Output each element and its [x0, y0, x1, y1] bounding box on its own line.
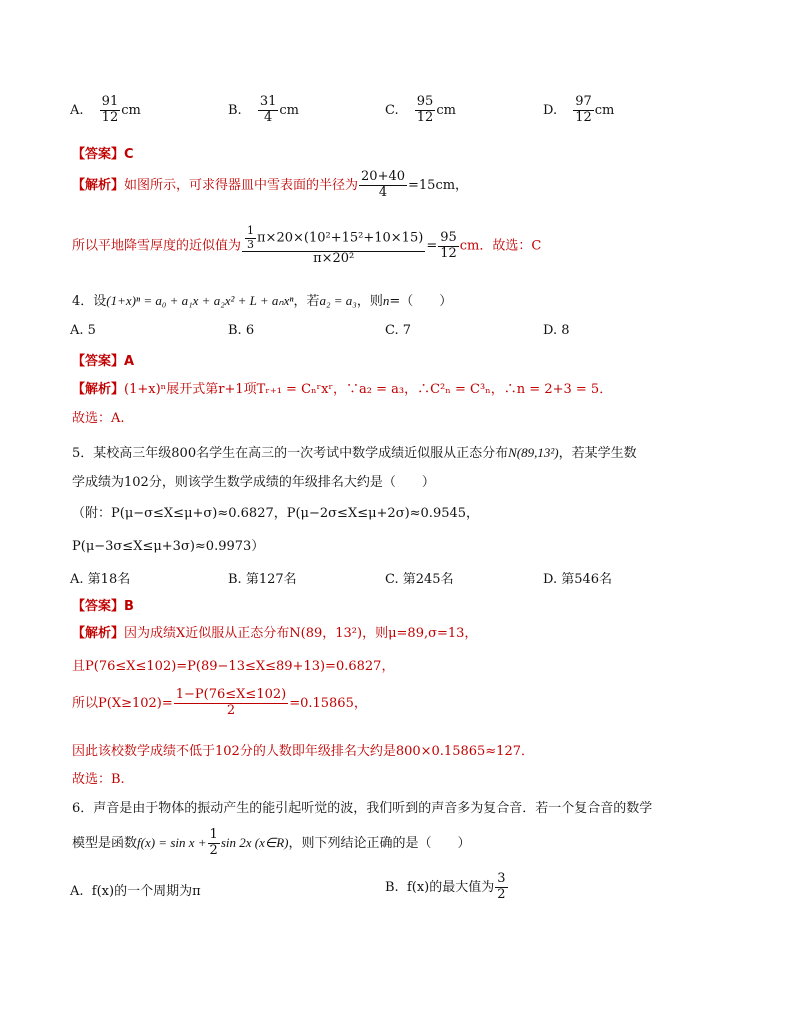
fraction-numerator: 3 [497, 871, 506, 886]
option-label: B. [228, 102, 242, 118]
option-label: A. [70, 572, 84, 587]
fraction-denominator: 2 [497, 886, 506, 902]
option-label: A. [70, 102, 84, 118]
function-expr: sin 2x (x∈R) [220, 834, 289, 850]
option-label: B. [228, 323, 242, 338]
fraction-numerator: 1−P(76≤X≤102) [175, 687, 287, 702]
stem-text: ，则 [356, 294, 383, 309]
numerator-rest: π×20×(10²+15²+10×15) [257, 230, 424, 246]
probability-fraction [174, 688, 288, 719]
equals-sign: = [426, 238, 438, 254]
answer-tag: 【答案】 [72, 354, 125, 369]
answer-value: B [124, 599, 134, 614]
stem-text: ，则下列结论正确的是（ ） [288, 835, 471, 851]
answer-value: C [124, 147, 134, 162]
stem-text: ，若某学生数 [558, 446, 637, 461]
q5-option-a [70, 568, 130, 587]
option-label: B. [228, 572, 242, 587]
fraction-denominator: 12 [416, 109, 434, 125]
half-fraction [208, 828, 220, 859]
fraction-numerator [242, 225, 425, 252]
option-text: 7 [402, 323, 412, 338]
analysis-tag: 【解析】 [72, 177, 125, 193]
fraction-numerator: 31 [259, 94, 277, 109]
q4-conclusion: 故选：A. [72, 411, 125, 426]
fraction-denominator: 12 [575, 109, 592, 125]
q3-option-b [228, 95, 299, 126]
fraction-numerator: 91 [101, 94, 119, 109]
q4-analysis [72, 378, 612, 397]
q4-option-d [543, 323, 570, 338]
analysis-tag: 【解析】 [72, 626, 125, 641]
option-label: C. [385, 572, 399, 587]
stem-text: ，若 [293, 294, 320, 309]
q5-option-b [228, 568, 297, 587]
option-text: 第245名 [402, 572, 454, 587]
option-label: B. [385, 879, 399, 895]
fraction-denominator: 2 [209, 842, 218, 858]
analysis-tag: 【解析】 [72, 382, 125, 397]
analysis-text: 因为成绩X近似服从正态分布N(89，13²)，则μ=89,σ=13， [124, 626, 478, 641]
option-fraction [573, 95, 594, 126]
condition: a₂ = a₃ [319, 293, 357, 308]
q3-option-a [70, 95, 141, 126]
option-text: 第18名 [87, 572, 131, 587]
q5-note-line1: （附：P(μ−σ≤X≤μ+σ)≈0.6827，P(μ−2σ≤X≤μ+2σ)≈0.9545， [72, 506, 480, 521]
q5-note-line2: P(μ−3σ≤X≤μ+3σ)≈0.9973） [72, 539, 265, 554]
answer-tag: 【答案】 [72, 599, 125, 614]
option-text: 第546名 [561, 572, 613, 587]
analysis-text: 所以P(X≥102)= [72, 695, 173, 711]
q5-stem-line1 [72, 442, 637, 461]
analysis-text: 所以平地降雪厚度的近似值为 [72, 238, 242, 254]
analysis-text: =0.15865， [289, 695, 367, 711]
variable: n [382, 293, 390, 308]
option-text: 5 [87, 323, 96, 338]
distribution: N(89,13²) [508, 445, 559, 460]
answer-paren: =（ ） [389, 294, 453, 309]
q6-stem-line1: 6．声音是由于物体的振动产生的能引起听觉的波，我们听到的声音多为复合音．若一个复合音的数学 [72, 801, 653, 816]
q3-option-c [385, 95, 456, 126]
q3-answer [72, 143, 134, 162]
option-label: C. [385, 102, 399, 118]
q5-analysis-line2: 且P(76≤X≤102)=P(89−13≤X≤89+13)=0.6827， [72, 659, 395, 674]
q3-option-d [543, 95, 614, 126]
answer-value: A [124, 354, 135, 369]
q5-analysis-line1 [72, 622, 477, 641]
function-expr: f(x) = sin x + [137, 834, 207, 850]
depth-fraction [242, 225, 425, 267]
fraction-numerator: 1 [209, 827, 218, 842]
q4-option-b [228, 323, 254, 338]
q5-answer [72, 595, 134, 614]
equation-rest: cm．故选：C [459, 238, 542, 254]
option-fraction [100, 95, 121, 126]
fraction-denominator: 12 [440, 245, 457, 261]
option-unit: cm [279, 102, 299, 118]
option-text: f(x)的最大值为 [406, 879, 495, 895]
q4-option-a [70, 323, 96, 338]
option-unit: cm [594, 102, 615, 118]
fraction-denominator: π×20² [313, 251, 355, 267]
radius-fraction [359, 170, 407, 201]
fraction-denominator: 12 [101, 109, 119, 125]
q3-analysis-line1 [72, 170, 468, 201]
option-fraction [258, 95, 279, 126]
fraction-numerator: 95 [440, 229, 457, 245]
q6-option-b [385, 872, 509, 903]
q3-analysis-line2 [72, 225, 541, 267]
fraction-numerator: 20+40 [361, 169, 406, 184]
question-number: 4．设 [72, 294, 107, 309]
q5-option-c [385, 568, 454, 587]
option-text: 第127名 [245, 572, 297, 587]
q5-stem-line2: 学成绩为102分，则该学生数学成绩的年级排名大约是（ ） [72, 475, 435, 490]
option-label: A. [70, 884, 84, 899]
equation-rest: =15cm， [408, 177, 469, 193]
fraction-denominator: 4 [263, 109, 273, 125]
fraction-numerator: 1 [247, 224, 255, 237]
q5-analysis-line3 [72, 688, 367, 719]
analysis-text: 如图所示，可求得器皿中雪表面的半径为 [124, 177, 359, 193]
fraction-denominator: 2 [226, 702, 236, 718]
stem-text: 5．某校高三年级800名学生在高三的一次考试中数学成绩近似服从正态分布 [72, 446, 509, 461]
option-label: D. [543, 323, 558, 338]
fraction-denominator: 4 [378, 184, 388, 200]
q4-option-c [385, 323, 411, 338]
result-fraction [438, 231, 459, 262]
stem-text: 模型是函数 [72, 835, 138, 851]
q4-stem [72, 290, 452, 309]
option-label: C. [385, 323, 399, 338]
third-fraction [245, 225, 256, 251]
fraction-denominator: 3 [247, 237, 255, 251]
max-fraction [495, 872, 507, 903]
option-unit: cm [121, 102, 141, 118]
answer-tag: 【答案】 [72, 147, 125, 162]
option-text: 8 [561, 323, 570, 338]
option-label: D. [543, 102, 558, 118]
option-unit: cm [436, 102, 456, 118]
option-label: D. [543, 572, 558, 587]
fraction-numerator: 97 [575, 94, 592, 109]
option-text: 6 [245, 323, 255, 338]
option-label: A. [70, 323, 84, 338]
q6-stem-line2 [72, 828, 470, 859]
option-fraction [415, 95, 436, 126]
option-text: f(x)的一个周期为π [91, 884, 201, 899]
expansion-formula: (1+x)ⁿ = a₀ + a₁x + a₂x² + L + aₙxⁿ [106, 293, 294, 308]
q4-answer [72, 350, 134, 369]
fraction-numerator: 95 [416, 94, 434, 109]
q5-option-d [543, 568, 612, 587]
q6-option-a [70, 880, 201, 899]
q5-analysis-line4: 因此该校数学成绩不低于102分的人数即年级排名大约是800×0.15865≈127． [72, 744, 534, 759]
analysis-text: (1+x)ⁿ展开式第r+1项Tᵣ₊₁ = Cₙʳxʳ，∵a₂ = a₃，∴C²ₙ = C³ₙ，∴n = 2+3 = 5． [124, 382, 613, 397]
q5-conclusion: 故选：B. [72, 772, 125, 787]
